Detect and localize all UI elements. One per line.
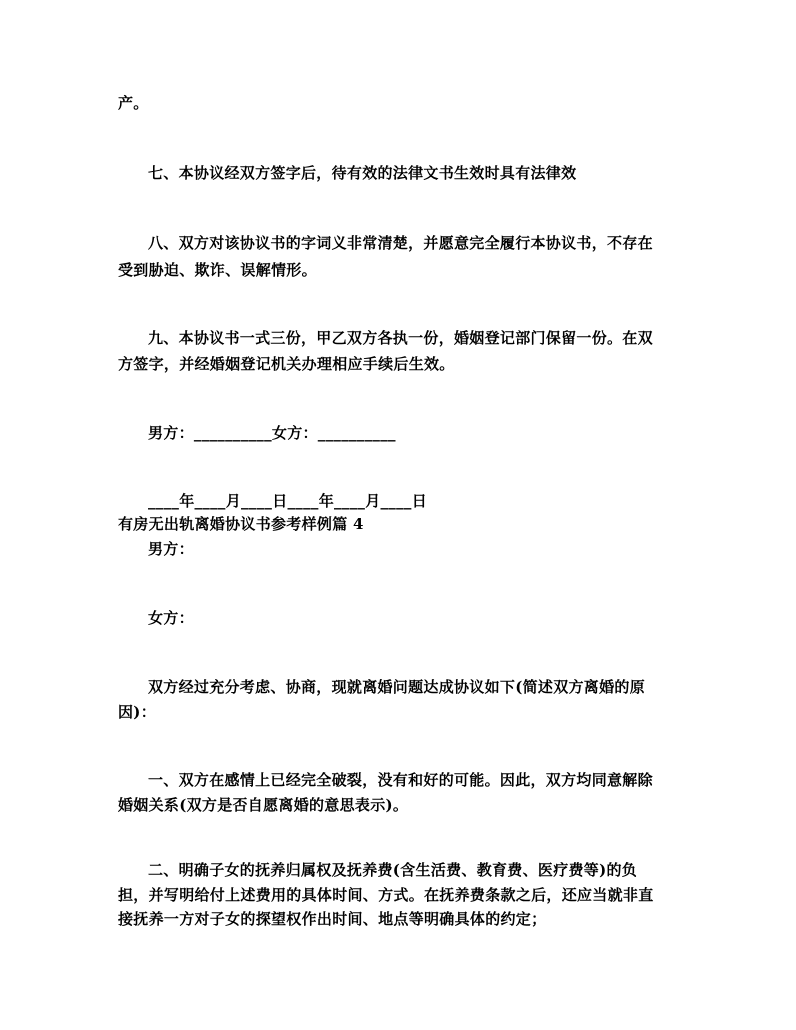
clause-2-line-2: 担，并写明给付上述费用的具体时间、方式。在抚养费条款之后，还应当就非直 [118,886,654,904]
clause-1-line-1: 一、双方在感情上已经完全破裂，没有和好的可能。因此，双方均同意解除 [148,771,653,789]
clause-7: 七、本协议经双方签字后，待有效的法律文书生效时具有法律效 [148,164,577,182]
date-line: ____年____月____日____年____月____日 [148,492,428,510]
male-party-label: 男方： [148,540,194,558]
preamble-line-1: 双方经过充分考虑、协商，现就离婚问题达成协议如下(简述双方离婚的原 [148,678,646,696]
clause-9-line-2: 方签字，并经婚姻登记机关办理相应手续后生效。 [118,355,455,373]
section-title: 有房无出轨离婚协议书参考样例篇 4 [118,515,364,533]
signature-line: 男方：__________女方：__________ [148,424,396,442]
text-line: 产。 [118,94,149,112]
clause-1-line-2: 婚姻关系(双方是否自愿离婚的意思表示)。 [118,796,409,814]
female-party-label: 女方： [148,609,194,627]
clause-9-line-1: 九、本协议书一式三份，甲乙双方各执一份，婚姻登记部门保留一份。在双 [148,329,653,347]
clause-2-line-3: 接抚养一方对子女的探望权作出时间、地点等明确具体的约定； [118,910,547,928]
clause-8-line-2: 受到胁迫、欺诈、误解情形。 [118,261,317,279]
clause-8-line-1: 八、双方对该协议书的字词义非常清楚，并愿意完全履行本协议书，不存在 [148,234,653,252]
preamble-line-2: 因)： [118,703,156,721]
clause-2-line-1: 二、明确子女的抚养归属权及抚养费(含生活费、教育费、医疗费等)的负 [148,861,638,879]
